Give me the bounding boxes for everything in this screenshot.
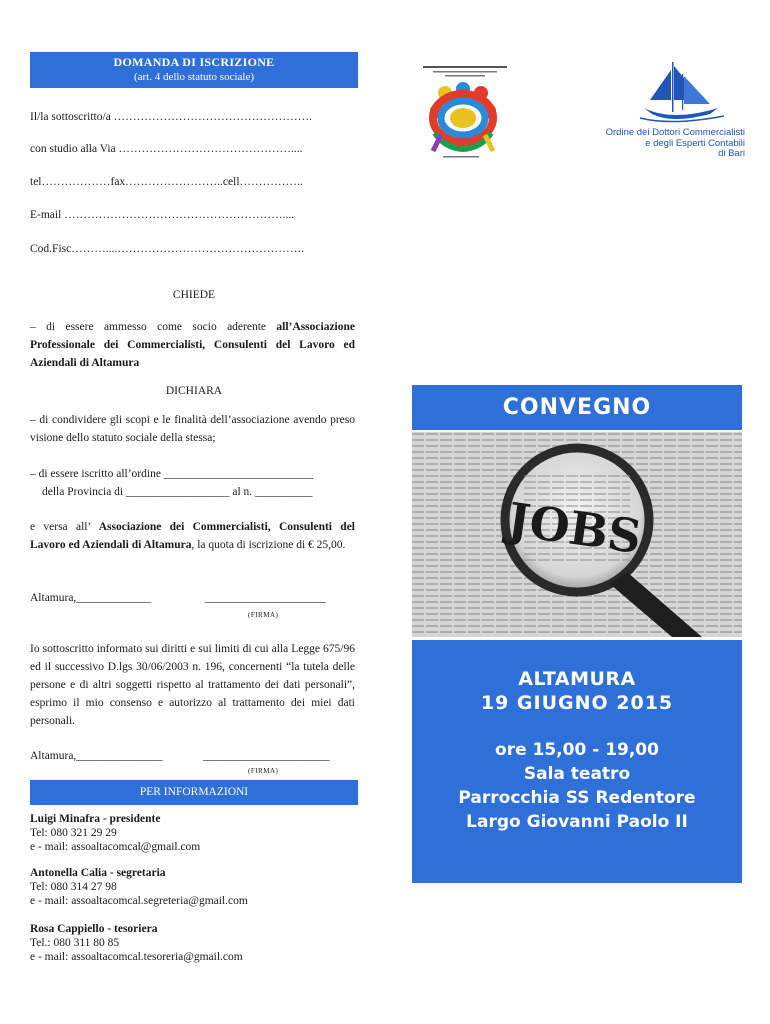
contact-president: Luigi Minafra - presidente Tel: 080 321 29 29 e - mail: assoaltacomcal@gmail.com xyxy=(30,813,201,853)
firma-label-2: (FIRMA) xyxy=(248,767,279,775)
event-venue-1: Sala teatro xyxy=(523,764,631,784)
field-tax-code[interactable]: Cod.Fisc………....…………………………………………. xyxy=(30,243,305,255)
dichiara-province-line[interactable]: della Provincia di __________________ al n. __________ xyxy=(42,486,313,498)
form-header xyxy=(30,52,358,88)
info-heading: PER INFORMAZIONI xyxy=(30,780,358,805)
jobs-word: JOBS xyxy=(504,491,645,565)
versa-text: e versa all’ Associazione dei Commercialisti, Consulenti del Lavoro ed Aziendali di Altamura, la quota di iscrizione di € 25,00. xyxy=(30,521,355,551)
dichiara-heading: DICHIARA xyxy=(165,385,223,397)
signature-line-2[interactable]: ______________________ xyxy=(203,750,330,762)
event-time: ore 15,00 - 19,00 xyxy=(495,740,659,760)
event-venue-2: Parrocchia SS Redentore xyxy=(458,788,696,808)
firma-label-1: (FIRMA) xyxy=(248,611,279,619)
ordine-logo-text: Ordine dei Dottori Commercialisti e degli Esperti Contabili di Bari xyxy=(605,127,745,159)
chiede-text: – di essere ammesso come socio aderente all’Associazione Professionale dei Commercialisti, Consulenti del Lavoro ed Aziendali di Altamura xyxy=(30,321,355,369)
contact-secretary: Antonella Calia - segretaria Tel: 080 314 27 98 e - mail: assoaltacomcal.segreteria@gmail.com xyxy=(30,867,248,907)
contact-treasurer: Rosa Cappiello - tesoriera Tel.: 080 311 80 85 e - mail: assoaltacomcal.tesoreria@gmail.com xyxy=(30,923,243,963)
field-address[interactable]: con studio alla Via ……………………………………….... xyxy=(30,143,303,155)
event-city: ALTAMURA xyxy=(518,668,636,690)
jobs-photo xyxy=(412,432,742,637)
event-date: 19 GIUGNO 2015 xyxy=(480,692,674,714)
event-details xyxy=(412,640,742,883)
form-subtitle: (art. 4 dello statuto sociale) xyxy=(133,71,255,83)
signature-date-2[interactable]: Altamura,_______________ xyxy=(30,750,163,762)
convegno-banner: CONVEGNO xyxy=(412,385,742,430)
chiede-heading: CHIEDE xyxy=(172,289,216,301)
event-venue-3: Largo Giovanni Paolo II xyxy=(466,812,688,832)
signature-date-1[interactable]: Altamura,_____________ xyxy=(30,592,152,604)
dichiara-order-line[interactable]: – di essere iscritto all’ordine __________________________ xyxy=(30,468,314,480)
ordine-logo xyxy=(600,60,745,165)
form-title: DOMANDA DI ISCRIZIONE xyxy=(113,55,275,69)
association-logo xyxy=(415,63,515,163)
dichiara-text-1: – di condividere gli scopi e le finalità dell’associazione avendo preso visione dello statuto sociale della stessa; xyxy=(30,414,355,444)
field-phone[interactable]: tel………………fax……………………..cell…………….. xyxy=(30,176,303,188)
field-email[interactable]: E-mail ………………………………………………….... xyxy=(30,209,295,221)
signature-line-1[interactable]: _____________________ xyxy=(205,592,326,604)
privacy-text: Io sottoscritto informato sui diritti e sui limiti di cui alla Legge 675/96 ed il successivo D.lgs 30/06/2003 n. 196, concernenti “la tutela delle persone e di altri soggetti rispetto al trattamento dei dati personali”, esprimo il mio consenso e autorizzo al trattamento dei miei dati personali. xyxy=(30,643,355,727)
field-name[interactable]: Il/la sottoscritto/a ……………………………………………. xyxy=(30,111,313,123)
